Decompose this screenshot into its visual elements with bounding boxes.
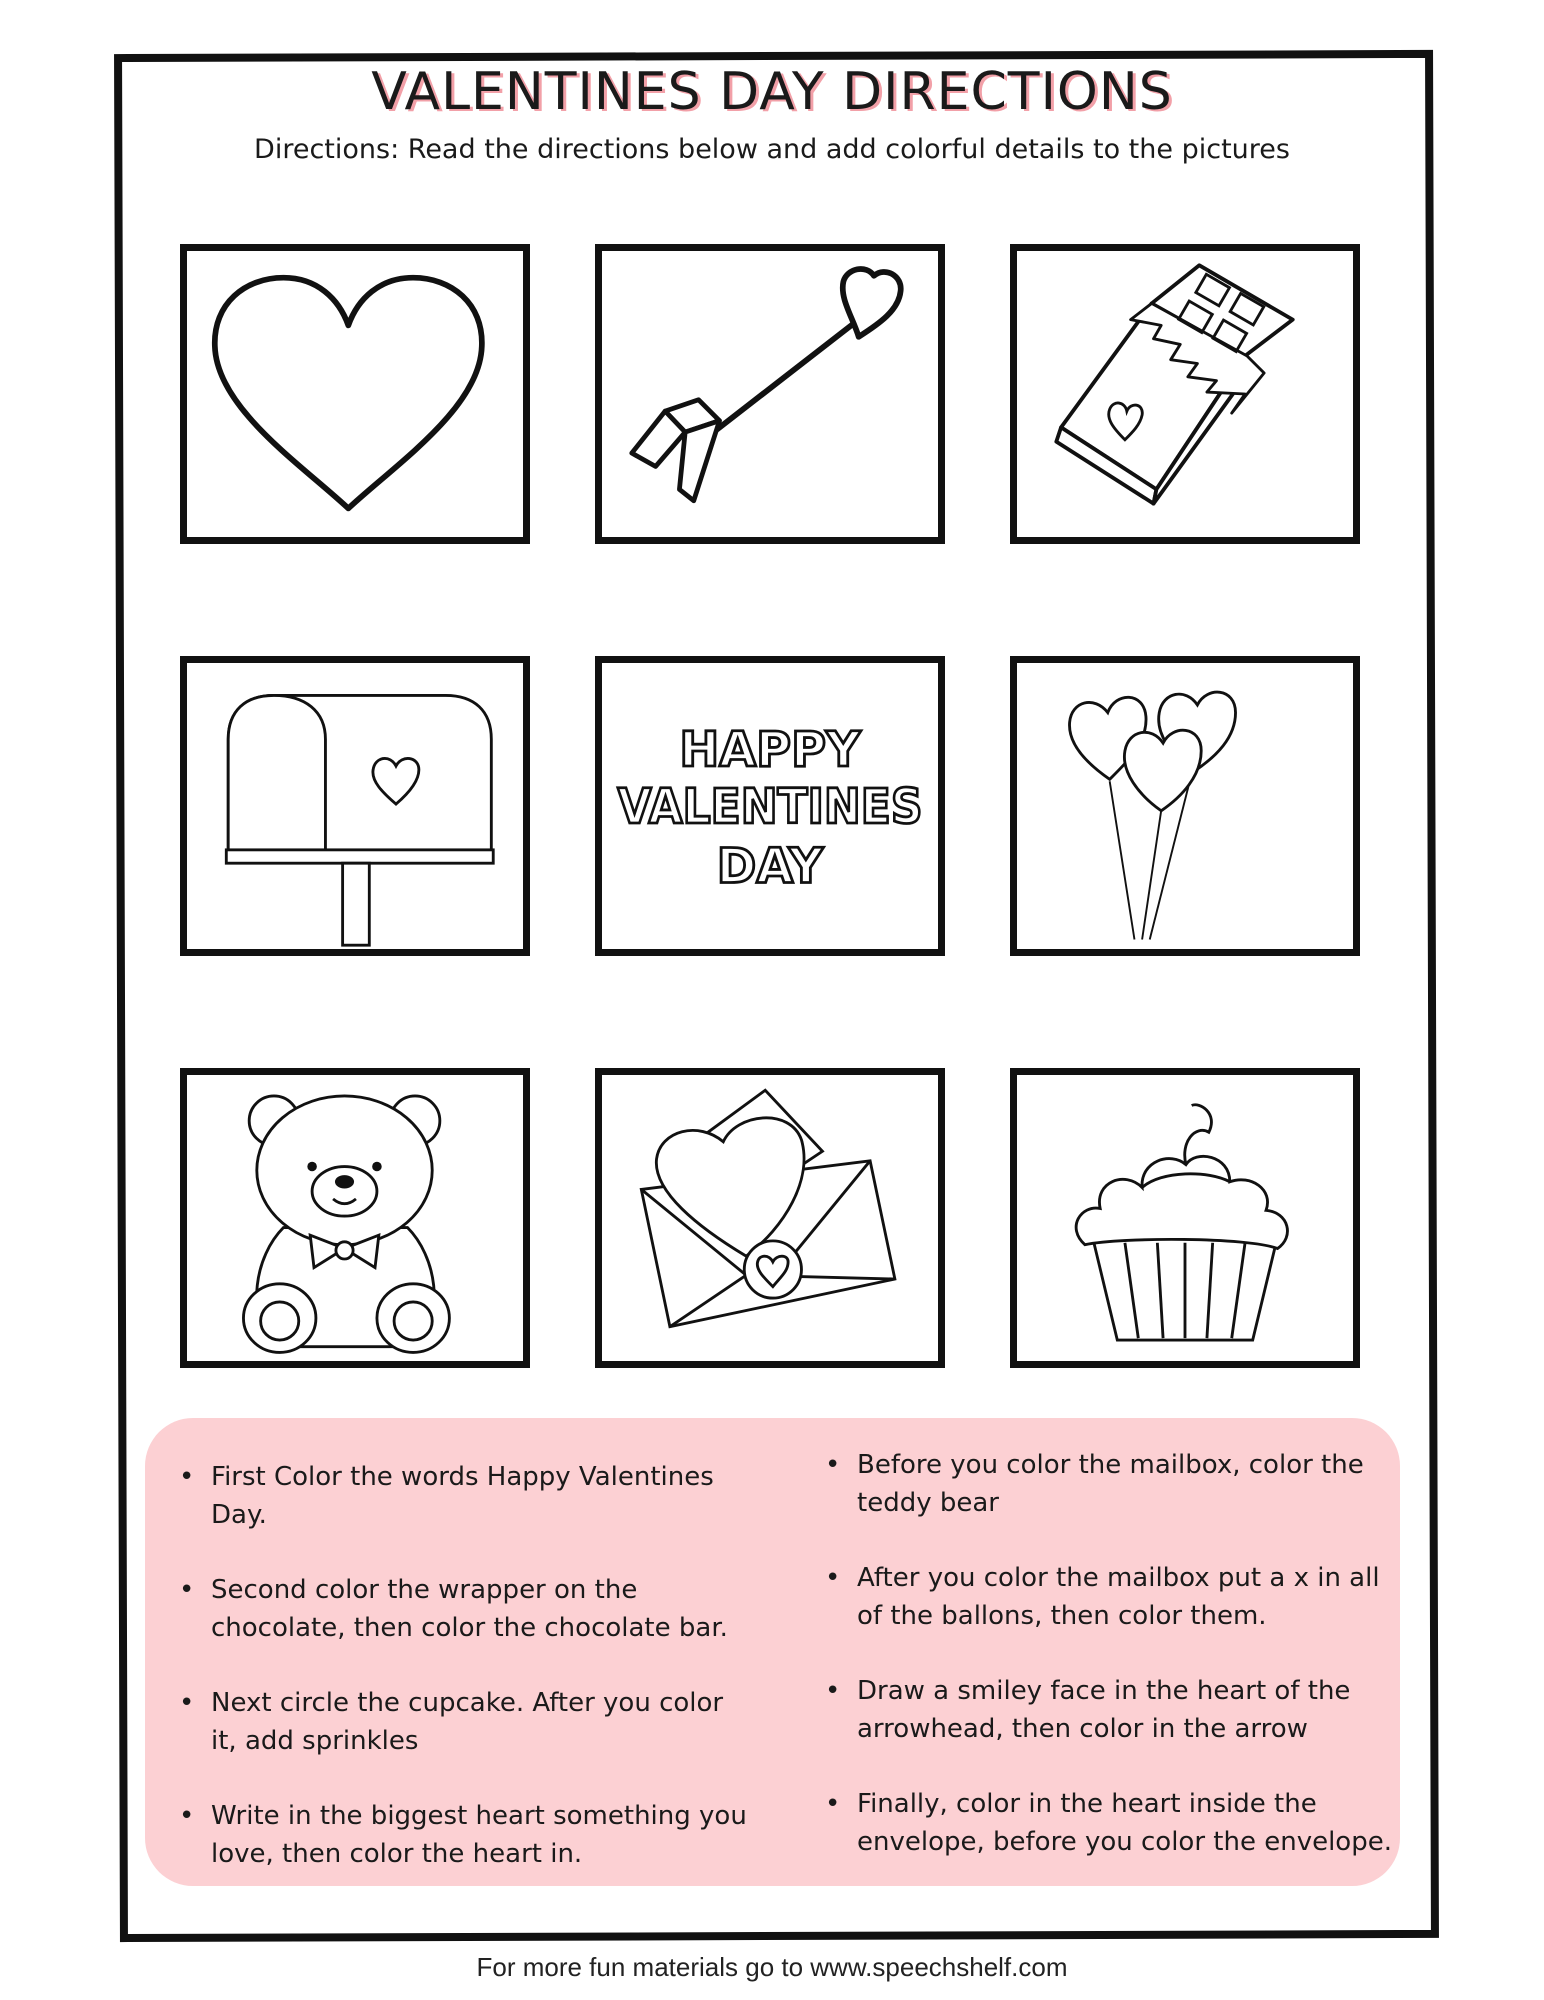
mailbox-icon: [187, 663, 523, 949]
picture-tile-happy-valentines: [595, 656, 945, 956]
page-subtitle: Directions: Read the directions below and add colorful details to the pictures: [254, 134, 1290, 165]
picture-tile-cupcake: [1010, 1068, 1360, 1368]
picture-tile-envelope: [595, 1068, 945, 1368]
instructions-list-right: [815, 1446, 1395, 1861]
instruction-item: • First Color the words Happy Valentines Day.: [211, 1458, 749, 1534]
instructions-list-left: [169, 1458, 749, 1873]
instruction-item: • Draw a smiley face in the heart of the arrowhead, then color in the arrow: [857, 1672, 1395, 1748]
instruction-item: • Next circle the cupcake. After you color it, add sprinkles: [211, 1684, 749, 1760]
instruction-item: • After you color the mailbox put a x in all of the ballons, then color them.: [857, 1559, 1395, 1635]
picture-tile-heart: [180, 244, 530, 544]
bubble-text-happy: HAPPY: [679, 722, 861, 778]
picture-tile-balloons: [1010, 656, 1360, 956]
instructions-right-column: [815, 1446, 1395, 1898]
instruction-item: • Finally, color in the heart inside the envelope, before you color the envelope.: [857, 1785, 1395, 1861]
arrow-icon: [602, 251, 938, 537]
cupcake-icon: [1017, 1075, 1353, 1361]
footer-link[interactable]: For more fun materials go to www.speechshelf.com: [476, 1952, 1068, 1982]
happy-valentines-day-text: [602, 663, 938, 949]
instruction-item: • Second color the wrapper on the chocolate, then color the chocolate bar.: [211, 1571, 749, 1647]
instructions-left-column: [169, 1458, 749, 1910]
picture-tile-arrow: [595, 244, 945, 544]
instructions-panel: [145, 1418, 1400, 1886]
heart-icon: [187, 251, 523, 537]
balloons-icon: [1017, 663, 1353, 949]
bubble-text-day: DAY: [716, 839, 824, 895]
teddy-bear-icon: [187, 1075, 523, 1361]
page-title: VALENTINES DAY DIRECTIONS: [371, 62, 1173, 122]
bubble-text-valentines: VALENTINES: [617, 780, 923, 836]
chocolate-bar-icon: [1017, 251, 1353, 537]
instruction-item: • Before you color the mailbox, color the teddy bear: [857, 1446, 1395, 1522]
picture-tile-teddy-bear: [180, 1068, 530, 1368]
envelope-icon: [602, 1075, 938, 1361]
picture-tile-mailbox: [180, 656, 530, 956]
instruction-item: • Write in the biggest heart something you love, then color the heart in.: [211, 1797, 749, 1873]
picture-tile-chocolate: [1010, 244, 1360, 544]
